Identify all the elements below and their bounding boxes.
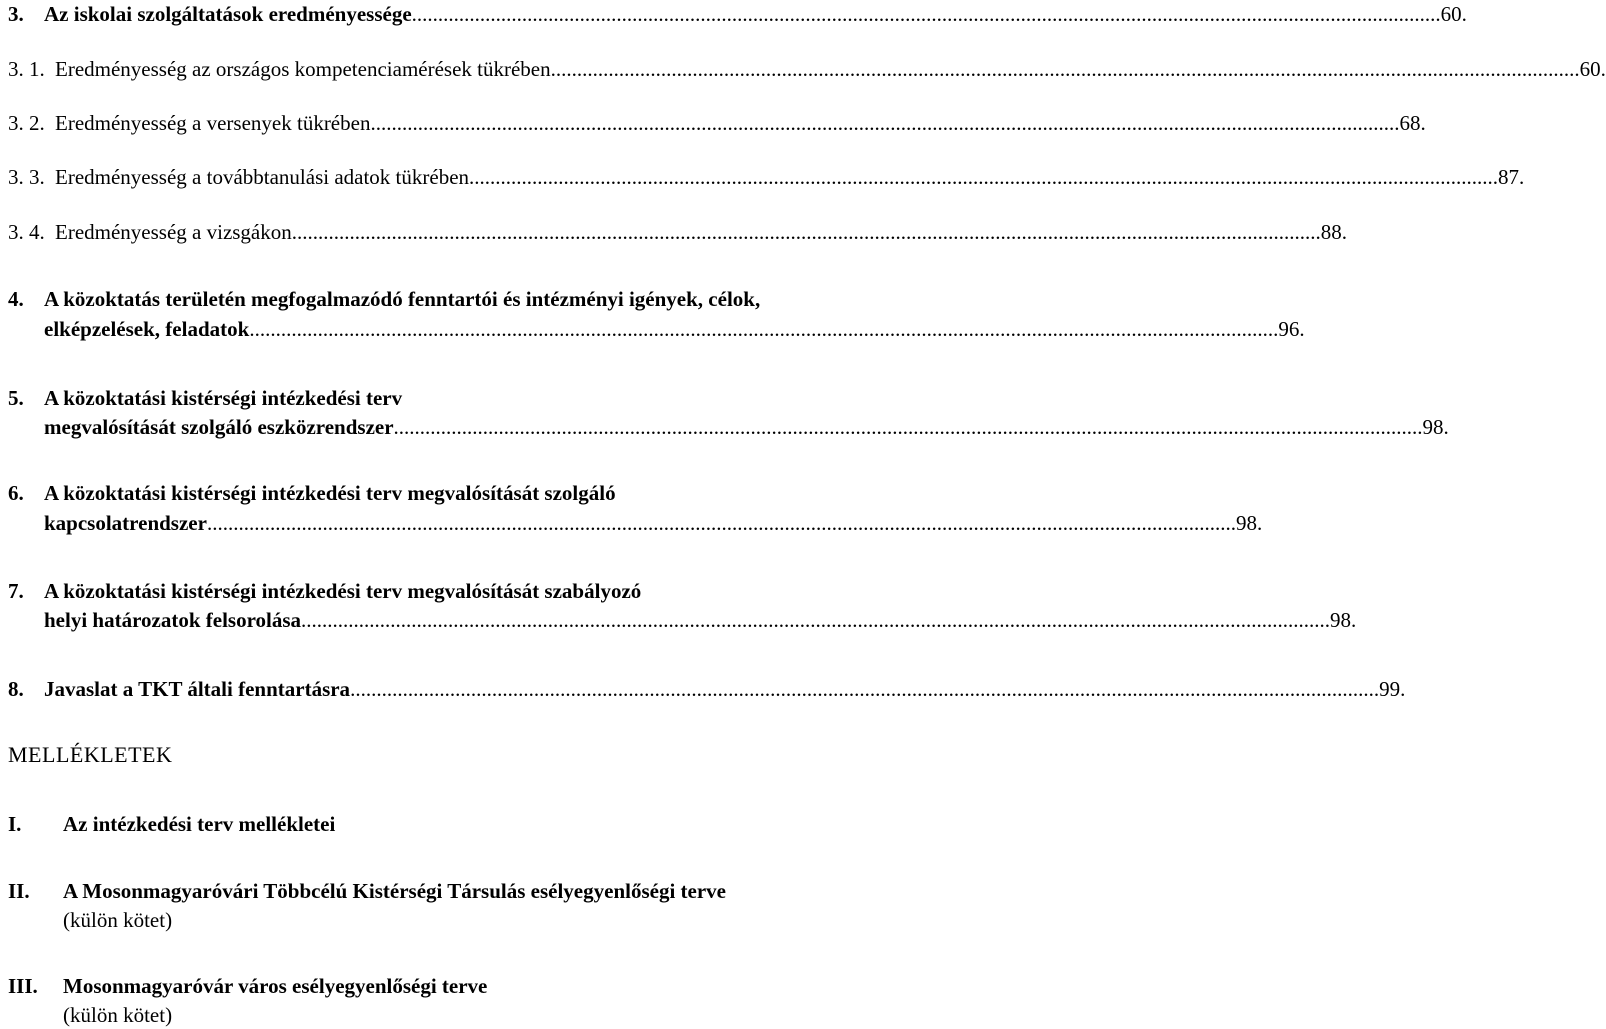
toc-title: Javaslat a TKT általi fenntartásra bbox=[44, 677, 351, 701]
toc-leader: .................................................................................................................................................................................................... bbox=[370, 111, 1400, 135]
annex-roman-numeral: III. bbox=[8, 974, 38, 998]
toc-entry-3-4[interactable] bbox=[8, 219, 1348, 245]
toc-page: 60. bbox=[1579, 57, 1606, 81]
annex-note: (külön kötet) bbox=[63, 908, 173, 932]
toc-number: 8. bbox=[8, 677, 24, 701]
toc-title: Eredményesség az országos kompetenciamérések tükrében bbox=[55, 57, 551, 81]
toc-leader: .................................................................................................................................................................................................... bbox=[393, 415, 1423, 439]
toc-page: 60. bbox=[1440, 2, 1467, 26]
toc-page: 96. bbox=[1278, 317, 1305, 341]
annex-roman-numeral: II. bbox=[8, 879, 30, 903]
annex-note: (külön kötet) bbox=[63, 1003, 173, 1027]
annex-title: A Mosonmagyaróvári Többcélú Kistérségi Társulás esélyegyenlőségi terve bbox=[63, 879, 726, 903]
toc-number: 3. 1. bbox=[8, 57, 45, 81]
toc-page: 87. bbox=[1498, 165, 1525, 189]
toc-title: A közoktatási kistérségi intézkedési terv megvalósítását szolgáló bbox=[44, 481, 616, 505]
toc-entry-6-line1[interactable] bbox=[8, 480, 954, 506]
toc-title-continued: kapcsolatrendszer bbox=[44, 511, 207, 535]
annex-roman-numeral: I. bbox=[8, 812, 22, 836]
toc-entry-7-line1[interactable] bbox=[8, 578, 954, 604]
toc-title-continued: megvalósítását szolgáló eszközrendszer bbox=[44, 415, 394, 439]
toc-number: 3. 3. bbox=[8, 165, 45, 189]
toc-number: 5. bbox=[8, 386, 24, 410]
toc-leader: .................................................................................................................................................................................................... bbox=[550, 57, 1580, 81]
toc-entry-5-line2[interactable] bbox=[44, 414, 1449, 440]
toc-entry-7-line2[interactable] bbox=[44, 607, 1357, 633]
toc-leader: .................................................................................................................................................................................................... bbox=[291, 220, 1321, 244]
toc-leader: .................................................................................................................................................................................................... bbox=[249, 317, 1279, 341]
toc-page: 99. bbox=[1379, 677, 1406, 701]
toc-entry-4-line1[interactable] bbox=[8, 286, 954, 312]
annex-title: Mosonmagyaróvár város esélyegyenlőségi terve bbox=[63, 974, 488, 998]
toc-number: 6. bbox=[8, 481, 24, 505]
toc-page: 98. bbox=[1330, 608, 1357, 632]
toc-leader: .................................................................................................................................................................................................... bbox=[350, 677, 1380, 701]
toc-number: 7. bbox=[8, 579, 24, 603]
toc-leader: .................................................................................................................................................................................................... bbox=[301, 608, 1331, 632]
annexes-heading: MELLÉKLETEK bbox=[8, 742, 173, 767]
toc-entry-3-1[interactable] bbox=[8, 56, 1606, 82]
toc-number: 3. 4. bbox=[8, 220, 45, 244]
toc-page: 68. bbox=[1399, 111, 1426, 135]
toc-page: 88. bbox=[1320, 220, 1348, 244]
toc-title-continued: elképzelések, feladatok bbox=[44, 317, 250, 341]
toc-title-continued: helyi határozatok felsorolása bbox=[44, 608, 302, 632]
toc-entry-8[interactable] bbox=[8, 676, 1406, 702]
toc-entry-5-line1[interactable] bbox=[8, 385, 954, 411]
toc-title: A közoktatási kistérségi intézkedési terv megvalósítását szabályozó bbox=[44, 579, 642, 603]
toc-number: 3. bbox=[8, 2, 24, 26]
toc-title: Eredményesség a vizsgákon bbox=[55, 220, 292, 244]
toc-entry-6-line2[interactable] bbox=[44, 510, 1263, 536]
toc-number: 3. 2. bbox=[8, 111, 45, 135]
toc-entry-4-line2[interactable] bbox=[44, 316, 1305, 342]
toc-page: 98. bbox=[1235, 511, 1263, 535]
toc-title: Eredményesség a versenyek tükrében bbox=[55, 111, 371, 135]
toc-entry-3[interactable] bbox=[8, 1, 1467, 27]
toc-title: Eredményesség a továbbtanulási adatok tükrében bbox=[55, 165, 470, 189]
toc-page: 98. bbox=[1422, 415, 1449, 439]
toc-title: A közoktatási kistérségi intézkedési terv bbox=[44, 386, 403, 410]
toc-leader: .................................................................................................................................................................................................... bbox=[411, 2, 1441, 26]
toc-number: 4. bbox=[8, 287, 24, 311]
annex-title: Az intézkedési terv mellékletei bbox=[63, 812, 336, 836]
toc-entry-3-3[interactable] bbox=[8, 164, 1525, 190]
toc-leader: .................................................................................................................................................................................................... bbox=[206, 511, 1236, 535]
toc-title: A közoktatás területén megfogalmazódó fenntartói és intézményi igények, célok, bbox=[44, 287, 761, 311]
toc-entry-3-2[interactable] bbox=[8, 110, 1426, 136]
toc-title: Az iskolai szolgáltatások eredményessége bbox=[44, 2, 412, 26]
toc-leader: .................................................................................................................................................................................................... bbox=[469, 165, 1499, 189]
